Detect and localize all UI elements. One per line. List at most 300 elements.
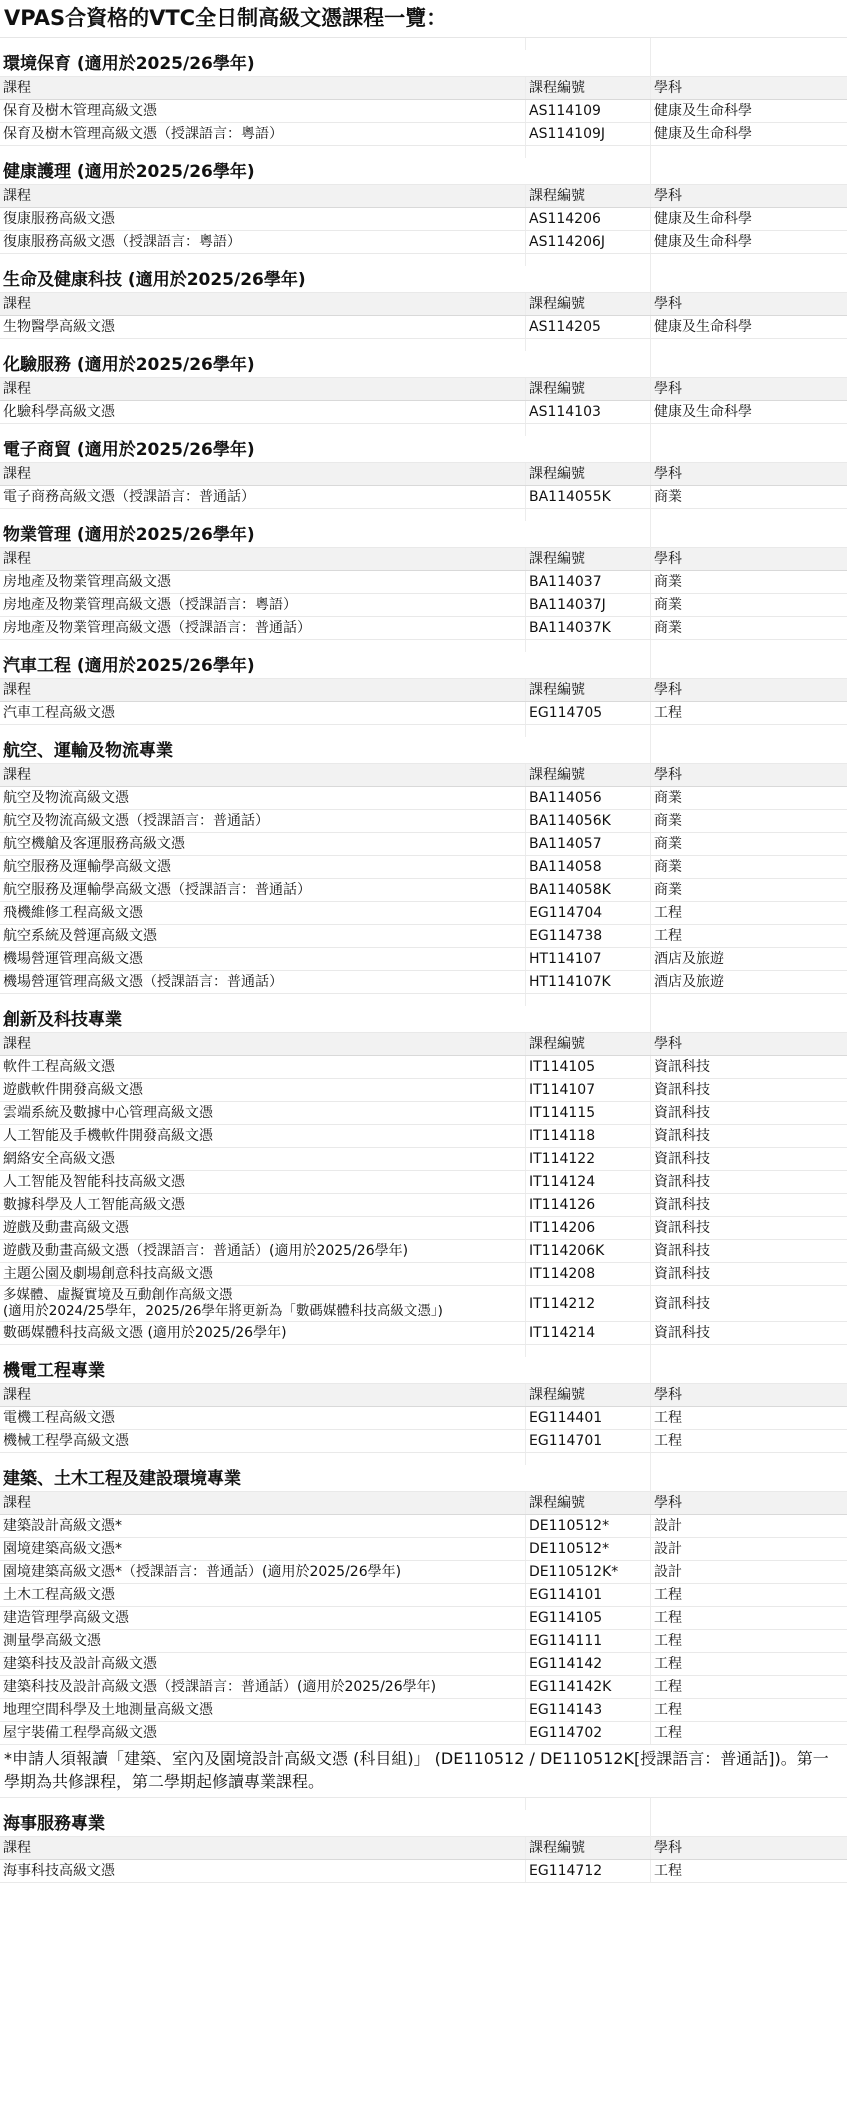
course-code-cell: BA114037J <box>526 594 651 616</box>
column-header-code: 課程編號 <box>526 1837 651 1859</box>
column-header-row <box>0 679 847 702</box>
section-title-row <box>0 158 847 185</box>
course-code-cell: IT114115 <box>526 1102 651 1124</box>
subject-cell: 工程 <box>654 1433 682 1449</box>
table-row <box>0 879 847 902</box>
table-row <box>0 1722 847 1745</box>
course-code-cell: BA114058K <box>526 879 651 901</box>
empty-cell <box>651 1465 847 1494</box>
table-row <box>0 1217 847 1240</box>
spacer-row <box>0 339 847 351</box>
subject-cell: 工程 <box>654 1679 682 1695</box>
table-row <box>0 1699 847 1722</box>
course-code-cell: DE110512K* <box>526 1561 651 1583</box>
subject-cell: 工程 <box>654 1410 682 1426</box>
column-header-subject: 學科 <box>654 80 682 96</box>
empty-cell <box>651 640 847 652</box>
course-name-cell: 航空服務及運輸學高級文憑（授課語言：普通話） <box>0 879 526 901</box>
empty-cell <box>651 1810 847 1839</box>
course-name-cell: 航空系統及營運高級文憑 <box>0 925 526 947</box>
empty-cell <box>526 424 651 436</box>
course-name-cell: 保育及樹木管理高級文憑 <box>0 100 526 122</box>
subject-cell: 資訊科技 <box>654 1296 710 1312</box>
course-code-cell: IT114107 <box>526 1079 651 1101</box>
course-code-cell: AS114109J <box>526 123 651 145</box>
section-title-row <box>0 436 847 463</box>
column-header-course: 課程 <box>0 293 526 315</box>
empty-cell <box>526 1357 651 1386</box>
subject-cell: 商業 <box>654 813 682 829</box>
empty-cell <box>526 1453 651 1465</box>
subject-cell: 健康及生命科學 <box>654 211 752 227</box>
course-code-cell: IT114118 <box>526 1125 651 1147</box>
column-header-course: 課程 <box>0 548 526 570</box>
course-name-cell: 屋宇裝備工程學高級文憑 <box>0 1722 526 1744</box>
column-header-course: 課程 <box>0 1033 526 1055</box>
empty-cell <box>526 1006 651 1035</box>
table-row <box>0 571 847 594</box>
column-header-subject: 學科 <box>654 296 682 312</box>
course-name-cell: 航空機艙及客運服務高級文憑 <box>0 833 526 855</box>
course-code-cell: DE110512* <box>526 1538 651 1560</box>
empty-cell <box>651 1357 847 1386</box>
course-code-cell: IT114124 <box>526 1171 651 1193</box>
empty-cell <box>0 1453 526 1465</box>
subject-cell: 資訊科技 <box>654 1082 710 1098</box>
table-row <box>0 1860 847 1883</box>
table-row <box>0 401 847 424</box>
course-name-cell: 雲端系統及數據中心管理高級文憑 <box>0 1102 526 1124</box>
empty-cell <box>526 50 651 79</box>
empty-cell <box>651 436 847 465</box>
table-row <box>0 1322 847 1345</box>
subject-cell: 工程 <box>654 1656 682 1672</box>
section-title-row <box>0 266 847 293</box>
section-title-row <box>0 351 847 378</box>
empty-cell <box>651 725 847 737</box>
spacer-row <box>0 146 847 158</box>
course-name-cell: 復康服務高級文憑 <box>0 208 526 230</box>
section-title-row <box>0 1810 847 1837</box>
column-header-row <box>0 185 847 208</box>
table-row <box>0 1407 847 1430</box>
course-name-cell: 汽車工程高級文憑 <box>0 702 526 724</box>
subject-cell: 健康及生命科學 <box>654 319 752 335</box>
subject-cell: 工程 <box>654 928 682 944</box>
subject-cell: 商業 <box>654 620 682 636</box>
table-row <box>0 1561 847 1584</box>
column-header-code: 課程編號 <box>526 378 651 400</box>
subject-cell: 工程 <box>654 905 682 921</box>
table-row <box>0 810 847 833</box>
spacer-row <box>0 1345 847 1357</box>
empty-cell <box>0 339 526 351</box>
course-name-cell: 航空及物流高級文憑（授課語言：普通話） <box>0 810 526 832</box>
subject-cell: 酒店及旅遊 <box>654 974 724 990</box>
empty-cell <box>526 652 651 681</box>
subject-cell: 資訊科技 <box>654 1059 710 1075</box>
empty-cell <box>651 339 847 351</box>
subject-cell: 資訊科技 <box>654 1243 710 1259</box>
empty-cell <box>651 424 847 436</box>
footnote: *申請人須報讀「建築、室內及園境設計高級文憑 (科目組)」 (DE110512 / DE110512K[授課語言：普通話])。第一學期為共修課程，第二學期起修讀專業課程。 <box>0 1745 847 1798</box>
column-header-course: 課程 <box>0 679 526 701</box>
course-name-cell: 土木工程高級文憑 <box>0 1584 526 1606</box>
course-table <box>0 38 847 1883</box>
subject-cell: 資訊科技 <box>654 1174 710 1190</box>
subject-cell: 資訊科技 <box>654 1151 710 1167</box>
course-code-cell: BA114037 <box>526 571 651 593</box>
empty-cell <box>651 1453 847 1465</box>
course-code-cell: EG114105 <box>526 1607 651 1629</box>
table-row <box>0 1194 847 1217</box>
subject-cell: 設計 <box>654 1541 682 1557</box>
empty-cell <box>0 994 526 1006</box>
column-header-code: 課程編號 <box>526 1492 651 1514</box>
table-row <box>0 1171 847 1194</box>
column-header-code: 課程編號 <box>526 293 651 315</box>
course-name-cell: 地理空間科學及土地測量高級文憑 <box>0 1699 526 1721</box>
table-row <box>0 1148 847 1171</box>
table-row <box>0 100 847 123</box>
section-title: 生命及健康科技 (適用於2025/26學年) <box>3 270 306 290</box>
section-title-row <box>0 652 847 679</box>
table-row <box>0 123 847 146</box>
course-name: 多媒體、虛擬實境及互動創作高級文憑 <box>3 1287 233 1303</box>
table-row <box>0 1538 847 1561</box>
column-header-code: 課程編號 <box>526 1033 651 1055</box>
empty-cell <box>651 1798 847 1810</box>
table-row <box>0 702 847 725</box>
section-title: 海事服務專業 <box>3 1814 105 1834</box>
empty-cell <box>526 737 651 766</box>
subject-cell: 健康及生命科學 <box>654 103 752 119</box>
subject-cell: 設計 <box>654 1518 682 1534</box>
subject-cell: 健康及生命科學 <box>654 234 752 250</box>
column-header-code: 課程編號 <box>526 764 651 786</box>
course-code-cell: BA114056 <box>526 787 651 809</box>
section-title-row <box>0 1006 847 1033</box>
section-title: 化驗服務 (適用於2025/26學年) <box>3 355 255 375</box>
column-header-subject: 學科 <box>654 1036 682 1052</box>
course-name-cell <box>0 1286 526 1321</box>
subject-cell: 酒店及旅遊 <box>654 951 724 967</box>
course-name-cell: 測量學高級文憑 <box>0 1630 526 1652</box>
course-name-cell: 飛機維修工程高級文憑 <box>0 902 526 924</box>
empty-cell <box>0 1798 526 1810</box>
table-row <box>0 1102 847 1125</box>
course-name-cell: 主題公園及劇場創意科技高級文憑 <box>0 1263 526 1285</box>
column-header-subject: 學科 <box>654 466 682 482</box>
course-name-cell: 建築科技及設計高級文憑（授課語言：普通話）(適用於2025/26學年) <box>0 1676 526 1698</box>
subject-cell: 商業 <box>654 597 682 613</box>
spacer-row <box>0 1453 847 1465</box>
course-code-cell: EG114738 <box>526 925 651 947</box>
course-code-cell: IT114208 <box>526 1263 651 1285</box>
course-code-cell: AS114206J <box>526 231 651 253</box>
course-code-cell: BA114037K <box>526 617 651 639</box>
course-code-cell: EG114701 <box>526 1430 651 1452</box>
course-code-cell: BA114058 <box>526 856 651 878</box>
column-header-row <box>0 1033 847 1056</box>
subject-cell: 工程 <box>654 1863 682 1879</box>
course-name-cell: 遊戲軟件開發高級文憑 <box>0 1079 526 1101</box>
table-row <box>0 1430 847 1453</box>
course-code-cell: AS114109 <box>526 100 651 122</box>
column-header-code: 課程編號 <box>526 77 651 99</box>
column-header-course: 課程 <box>0 185 526 207</box>
section-title: 環境保育 (適用於2025/26學年) <box>3 54 255 74</box>
subject-cell: 設計 <box>654 1564 682 1580</box>
page-title: VPAS合資格的VTC全日制高級文憑課程一覽： <box>0 0 847 38</box>
column-header-course: 課程 <box>0 1384 526 1406</box>
course-name-cell: 機場營運管理高級文憑（授課語言：普通話） <box>0 971 526 993</box>
empty-cell <box>526 1798 651 1810</box>
subject-cell: 商業 <box>654 574 682 590</box>
section-title-row <box>0 50 847 77</box>
course-code-cell: IT114212 <box>526 1286 651 1321</box>
course-name-cell: 房地產及物業管理高級文憑（授課語言：粵語） <box>0 594 526 616</box>
table-row <box>0 925 847 948</box>
table-row <box>0 971 847 994</box>
course-name-cell: 數據科學及人工智能高級文憑 <box>0 1194 526 1216</box>
column-header-row <box>0 1837 847 1860</box>
column-header-code: 課程編號 <box>526 1384 651 1406</box>
empty-cell <box>526 158 651 187</box>
empty-cell <box>651 158 847 187</box>
table-row <box>0 1240 847 1263</box>
course-name-cell: 園境建築高級文憑*（授課語言：普通話）(適用於2025/26學年) <box>0 1561 526 1583</box>
course-name-cell: 航空及物流高級文憑 <box>0 787 526 809</box>
empty-cell <box>651 266 847 295</box>
empty-cell <box>526 254 651 266</box>
section-title: 物業管理 (適用於2025/26學年) <box>3 525 255 545</box>
empty-cell <box>0 424 526 436</box>
table-row <box>0 1286 847 1322</box>
course-code-cell: EG114704 <box>526 902 651 924</box>
spacer-row <box>0 509 847 521</box>
subject-cell: 資訊科技 <box>654 1266 710 1282</box>
subject-cell: 商業 <box>654 882 682 898</box>
table-row <box>0 1607 847 1630</box>
subject-cell: 工程 <box>654 1610 682 1626</box>
empty-cell <box>526 38 651 50</box>
course-name-cell: 機械工程學高級文憑 <box>0 1430 526 1452</box>
course-code-cell: BA114056K <box>526 810 651 832</box>
spacer-row <box>0 994 847 1006</box>
spacer-row <box>0 38 847 50</box>
subject-cell: 健康及生命科學 <box>654 404 752 420</box>
section-title: 電子商貿 (適用於2025/26學年) <box>3 440 255 460</box>
course-name-cell: 電子商務高級文憑（授課語言：普通話） <box>0 486 526 508</box>
empty-cell <box>651 994 847 1006</box>
section-title-row <box>0 1465 847 1492</box>
subject-cell: 工程 <box>654 1633 682 1649</box>
course-code-cell: EG114702 <box>526 1722 651 1744</box>
column-header-row <box>0 548 847 571</box>
spacer-row <box>0 725 847 737</box>
column-header-row <box>0 293 847 316</box>
course-name-cell: 生物醫學高級文憑 <box>0 316 526 338</box>
column-header-subject: 學科 <box>654 551 682 567</box>
course-name-cell: 軟件工程高級文憑 <box>0 1056 526 1078</box>
course-code-cell: AS114205 <box>526 316 651 338</box>
column-header-subject: 學科 <box>654 1387 682 1403</box>
column-header-code: 課程編號 <box>526 463 651 485</box>
section-title: 機電工程專業 <box>3 1361 105 1381</box>
column-header-code: 課程編號 <box>526 185 651 207</box>
empty-cell <box>526 339 651 351</box>
table-row <box>0 787 847 810</box>
course-name-cell: 電機工程高級文憑 <box>0 1407 526 1429</box>
empty-cell <box>651 521 847 550</box>
spacer-row <box>0 254 847 266</box>
course-name-cell: 化驗科學高級文憑 <box>0 401 526 423</box>
course-code-cell: EG114142 <box>526 1653 651 1675</box>
course-code-cell: BA114057 <box>526 833 651 855</box>
subject-cell: 資訊科技 <box>654 1128 710 1144</box>
column-header-row <box>0 463 847 486</box>
section-title: 航空、運輸及物流專業 <box>3 741 173 761</box>
course-code-cell: HT114107 <box>526 948 651 970</box>
table-row <box>0 1263 847 1286</box>
table-row <box>0 1515 847 1538</box>
course-name-cell: 建築科技及設計高級文憑 <box>0 1653 526 1675</box>
course-code-cell: HT114107K <box>526 971 651 993</box>
empty-cell <box>651 351 847 380</box>
course-code-cell: IT114206 <box>526 1217 651 1239</box>
empty-cell <box>526 1810 651 1839</box>
course-code-cell: EG114143 <box>526 1699 651 1721</box>
course-code-cell: EG114142K <box>526 1676 651 1698</box>
course-code-cell: IT114206K <box>526 1240 651 1262</box>
table-row <box>0 1630 847 1653</box>
empty-cell <box>0 640 526 652</box>
subject-cell: 工程 <box>654 705 682 721</box>
subject-cell: 工程 <box>654 1702 682 1718</box>
empty-cell <box>651 737 847 766</box>
course-name-cell: 數碼媒體科技高級文憑 (適用於2025/26學年) <box>0 1322 526 1344</box>
column-header-course: 課程 <box>0 1492 526 1514</box>
column-header-row <box>0 378 847 401</box>
course-code-cell: EG114705 <box>526 702 651 724</box>
column-header-code: 課程編號 <box>526 548 651 570</box>
course-note: (適用於2024/25學年，2025/26學年將更新為「數碼媒體科技高級文憑」) <box>3 1303 443 1319</box>
column-header-row <box>0 1384 847 1407</box>
course-code-cell: EG114101 <box>526 1584 651 1606</box>
course-name-cell: 人工智能及手機軟件開發高級文憑 <box>0 1125 526 1147</box>
column-header-subject: 學科 <box>654 682 682 698</box>
table-row <box>0 231 847 254</box>
table-row <box>0 1653 847 1676</box>
course-name-cell: 遊戲及動畫高級文憑（授課語言：普通話）(適用於2025/26學年) <box>0 1240 526 1262</box>
column-header-course: 課程 <box>0 463 526 485</box>
empty-cell <box>526 640 651 652</box>
subject-cell: 資訊科技 <box>654 1197 710 1213</box>
subject-cell: 商業 <box>654 489 682 505</box>
section-title-row <box>0 521 847 548</box>
column-header-code: 課程編號 <box>526 679 651 701</box>
empty-cell <box>526 351 651 380</box>
column-header-subject: 學科 <box>654 767 682 783</box>
column-header-course: 課程 <box>0 764 526 786</box>
course-code-cell: IT114105 <box>526 1056 651 1078</box>
column-header-subject: 學科 <box>654 188 682 204</box>
section-title: 健康護理 (適用於2025/26學年) <box>3 162 255 182</box>
table-row <box>0 948 847 971</box>
table-row <box>0 316 847 339</box>
empty-cell <box>0 146 526 158</box>
empty-cell <box>0 254 526 266</box>
column-header-subject: 學科 <box>654 1840 682 1856</box>
empty-cell <box>0 725 526 737</box>
course-code-cell: BA114055K <box>526 486 651 508</box>
course-name-cell: 建築設計高級文憑* <box>0 1515 526 1537</box>
table-row <box>0 486 847 509</box>
spacer-row <box>0 640 847 652</box>
course-name-cell: 航空服務及運輸學高級文憑 <box>0 856 526 878</box>
table-row <box>0 833 847 856</box>
course-code-cell: AS114206 <box>526 208 651 230</box>
course-name-cell: 機場營運管理高級文憑 <box>0 948 526 970</box>
table-row <box>0 617 847 640</box>
course-code-cell: EG114712 <box>526 1860 651 1882</box>
spacer-row <box>0 1798 847 1810</box>
course-code-cell: IT114214 <box>526 1322 651 1344</box>
table-row <box>0 1056 847 1079</box>
column-header-row <box>0 1492 847 1515</box>
column-header-subject: 學科 <box>654 381 682 397</box>
course-code-cell: IT114126 <box>526 1194 651 1216</box>
empty-cell <box>526 1465 651 1494</box>
course-code-cell: AS114103 <box>526 401 651 423</box>
empty-cell <box>0 1345 526 1357</box>
empty-cell <box>526 146 651 158</box>
subject-cell: 商業 <box>654 859 682 875</box>
table-row <box>0 1676 847 1699</box>
empty-cell <box>651 50 847 79</box>
empty-cell <box>526 436 651 465</box>
subject-cell: 資訊科技 <box>654 1325 710 1341</box>
empty-cell <box>526 994 651 1006</box>
empty-cell <box>651 1006 847 1035</box>
column-header-subject: 學科 <box>654 1495 682 1511</box>
subject-cell: 資訊科技 <box>654 1220 710 1236</box>
course-code-cell: EG114401 <box>526 1407 651 1429</box>
course-name-cell: 復康服務高級文憑（授課語言：粵語） <box>0 231 526 253</box>
empty-cell <box>526 521 651 550</box>
section-title: 創新及科技專業 <box>3 1010 122 1030</box>
empty-cell <box>526 725 651 737</box>
course-name-cell: 房地產及物業管理高級文憑（授課語言：普通話） <box>0 617 526 639</box>
empty-cell <box>0 38 526 50</box>
course-name-cell: 保育及樹木管理高級文憑（授課語言：粵語） <box>0 123 526 145</box>
course-code-cell: IT114122 <box>526 1148 651 1170</box>
course-name-cell: 建造管理學高級文憑 <box>0 1607 526 1629</box>
subject-cell: 商業 <box>654 790 682 806</box>
table-row <box>0 1125 847 1148</box>
empty-cell <box>651 1345 847 1357</box>
empty-cell <box>526 1345 651 1357</box>
empty-cell <box>651 146 847 158</box>
column-header-row <box>0 764 847 787</box>
table-row <box>0 594 847 617</box>
course-name-cell: 網絡安全高級文憑 <box>0 1148 526 1170</box>
course-code-cell: DE110512* <box>526 1515 651 1537</box>
spacer-row <box>0 424 847 436</box>
column-header-course: 課程 <box>0 1837 526 1859</box>
table-row <box>0 1079 847 1102</box>
